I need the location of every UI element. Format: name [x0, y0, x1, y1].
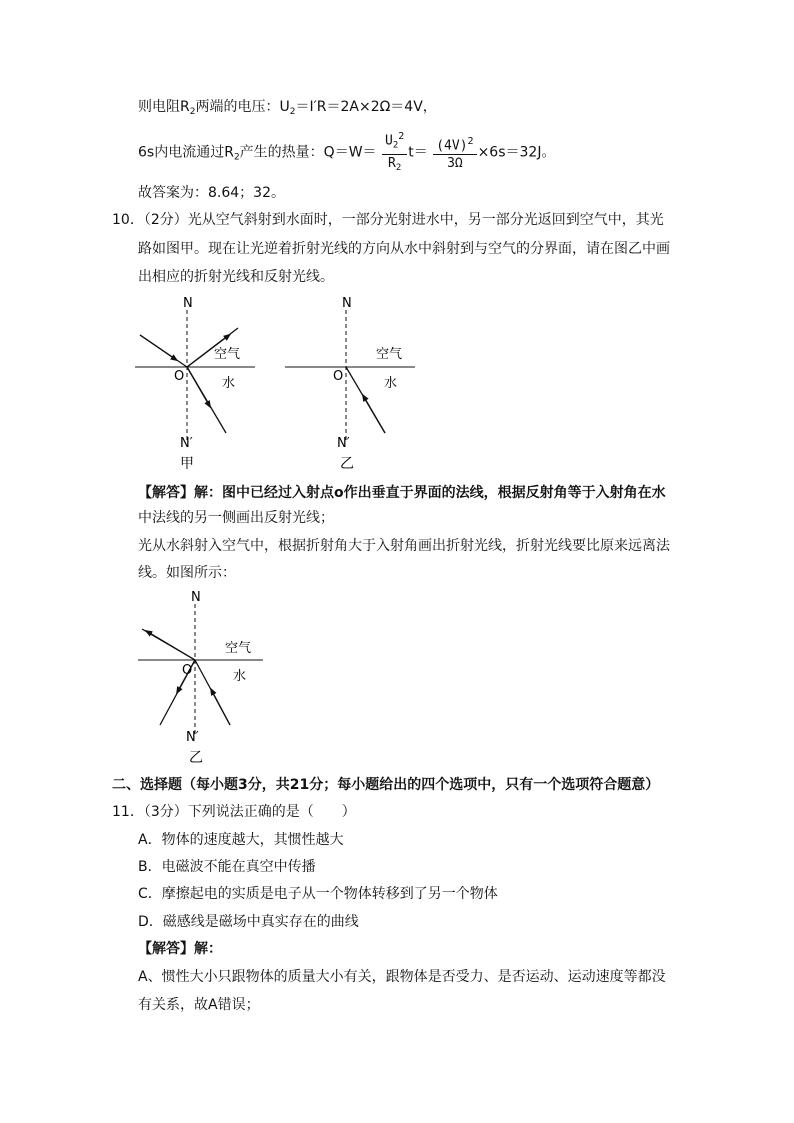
yi-label-o: O: [333, 369, 344, 384]
q11-option-b: B．电磁波不能在真空中传播: [138, 859, 316, 875]
jia-label-air: 空气: [214, 347, 241, 362]
q11-solution-line2: 有关系，故A错误；: [138, 997, 260, 1013]
answer-line: 故答案为：8.64；32。: [138, 185, 285, 201]
jia-label-o: O: [174, 369, 185, 384]
sol10-line1-text: 【解答】解：图中已经过入射点o作出垂直于界面的法线，根据反射角等于入射角在水: [138, 485, 666, 501]
ans-label-o: O: [182, 663, 193, 678]
frac1-den-sub: 2: [395, 163, 402, 174]
heat-t: t＝: [408, 144, 428, 161]
heat-line: [138, 128, 555, 179]
voltage-equation: ＝I′R＝2A×2Ω＝4V，: [295, 99, 437, 115]
q11-option-a: A．物体的速度越大，其惯性越大: [138, 832, 344, 848]
yi-label-air: 空气: [376, 347, 403, 362]
frac2-den: 3Ω: [433, 154, 476, 172]
fraction-u2-over-r2: [382, 128, 407, 177]
voltage-line: [138, 98, 437, 121]
yi-label-n-prime: N′: [337, 436, 350, 451]
yi-label-n: N: [342, 296, 352, 311]
ans-label-water: 水: [233, 669, 247, 684]
frac1-num-sub: 2: [392, 140, 399, 151]
q11-stem: 11．（3分）下列说法正确的是（ ）: [112, 804, 356, 820]
frac1-num-sup: 2: [398, 131, 405, 142]
frac2-num: (4V): [436, 138, 468, 154]
ans-caption: 乙: [189, 750, 203, 766]
jia-label-n: N: [183, 296, 193, 311]
jia-caption: 甲: [180, 456, 194, 472]
figure-yi-question: [280, 290, 420, 475]
yi-caption: 乙: [340, 456, 354, 472]
ans-label-n: N: [191, 590, 201, 605]
ans-label-n-prime: N′: [186, 730, 199, 745]
q11-solution-line1: A、惯性大小只跟物体的质量大小有关，跟物体是否受力、是否运动、运动速度等都没: [138, 969, 666, 985]
q11-option-c: C．摩擦起电的实质是电子从一个物体转移到了另一个物体: [138, 886, 498, 902]
yi-label-water: 水: [384, 376, 398, 391]
sol10-line2: 中法线的另一侧画出反射光线；: [138, 510, 334, 526]
sol10-line1: [138, 484, 666, 502]
voltage-rest: 两端的电压：U: [195, 99, 290, 115]
frac1-den: R: [388, 156, 396, 172]
heat-mid: 产生的热量：Q＝W＝: [239, 144, 377, 161]
sol10-line4: 线。如图所示：: [138, 565, 236, 581]
heat-prefix: 6s内电流通过R: [138, 144, 234, 161]
voltage-prefix: 则电阻R: [138, 99, 190, 115]
heat-end: ×6s＝32J。: [477, 144, 556, 161]
q10-line1: 10．（2分）光从空气斜射到水面时，一部分光射进水中，另一部分光返回到空气中，其光: [112, 212, 664, 228]
ans-label-air: 空气: [225, 641, 252, 656]
frac2-num-sup: 2: [467, 136, 474, 147]
q11-solution-head: 【解答】解：: [138, 941, 222, 957]
frac1-num: U: [385, 133, 393, 149]
sol10-line3: 光从水斜射入空气中，根据折射角大于入射角画出折射光线，折射光线要比原来远离法: [138, 538, 670, 554]
figure-yi-answer: [130, 584, 280, 769]
jia-label-n-prime: N′: [180, 436, 193, 451]
section-2-heading: 二、选择题（每小题3分，共21分；每小题给出的四个选项中，只有一个选项符合题意）: [112, 777, 660, 793]
voltage-sub: 2: [189, 107, 196, 117]
q10-line2: 路如图甲。现在让光逆着折射光线的方向从水中斜射到与空气的分界面，请在图乙中画: [138, 241, 670, 257]
figure-jia: [130, 290, 270, 475]
q10-line3: 出相应的折射光线和反射光线。: [138, 269, 334, 285]
fraction-4v-over-3ohm: [433, 133, 476, 172]
voltage-sub2: 2: [289, 107, 296, 117]
q11-option-d: D．磁感线是磁场中真实存在的曲线: [138, 914, 359, 930]
jia-label-water: 水: [222, 376, 236, 391]
heat-sub: 2: [233, 152, 240, 163]
